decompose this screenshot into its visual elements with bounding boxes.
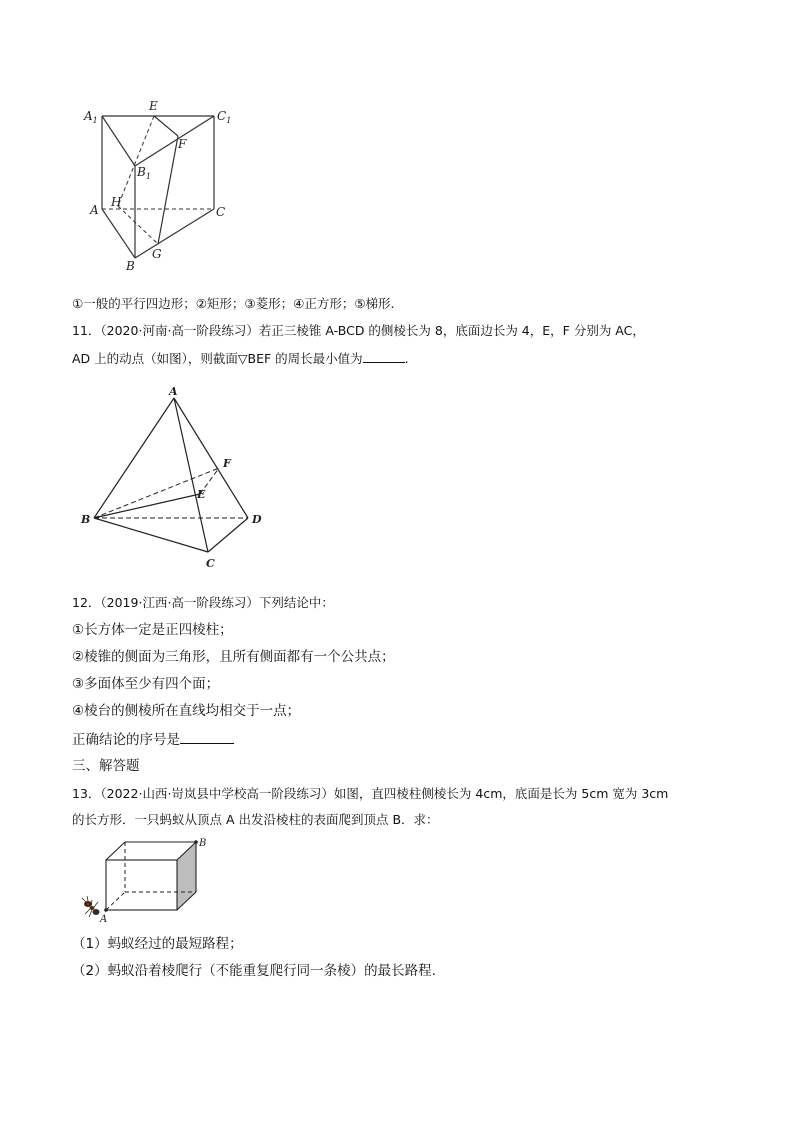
- q12-answer-blank[interactable]: [180, 731, 234, 744]
- label-A: A: [169, 385, 178, 398]
- q12-stem: 12．（2019·江西·高一阶段练习）下列结论中：: [72, 595, 334, 610]
- q11-line2: [72, 350, 409, 368]
- label-A1-sub: 1: [92, 116, 98, 125]
- label-C: C: [206, 557, 215, 570]
- q11-line1: 11．（2020·河南·高一阶段练习）若正三棱锥 A-BCD 的侧棱长为 8，底面边长为 4，E，F 分别为 AC，: [72, 323, 645, 338]
- section-heading: 三、解答题: [72, 758, 140, 774]
- label-B: B: [199, 838, 207, 849]
- q13-part-2: （2）蚂蚁沿着棱爬行（不能重复爬行同一条棱）的最长路程.: [72, 963, 436, 979]
- label-A: A: [100, 914, 108, 924]
- q12-item-1: ①长方体一定是正四棱柱；: [72, 622, 233, 638]
- label-D: D: [252, 513, 262, 526]
- label-B: B: [81, 513, 91, 526]
- q13-line1: 13．（2022·山西·岢岚县中学校高一阶段练习）如图，直四棱柱侧棱长为 4cm，底面是长为 5cm 宽为 3cm: [72, 786, 669, 801]
- q12-answer-prompt: 正确结论的序号是: [72, 732, 180, 748]
- label-A1: A: [84, 109, 93, 123]
- label-F: F: [223, 457, 231, 470]
- label-C1-sub: 1: [226, 116, 232, 125]
- q11-line2-text: AD 上的动点（如图），则截面▽BEF 的周长最小值为: [72, 351, 363, 366]
- svg-text:B1: [136, 165, 151, 181]
- box-figure: [76, 832, 216, 924]
- q13-line2: 的长方形．一只蚂蚁从顶点 A 出发沿棱柱的表面爬到顶点 B．求：: [72, 812, 439, 827]
- q11-line2-end: .: [404, 351, 409, 366]
- q12-item-4: ④棱台的侧棱所在直线均相交于一点；: [72, 703, 301, 719]
- q12-answer: [72, 730, 234, 750]
- label-E: E: [197, 488, 206, 501]
- label-C1: C: [217, 109, 227, 123]
- label-B1: B: [137, 165, 146, 179]
- svg-text:C1: [217, 109, 231, 125]
- label-B: B: [126, 259, 135, 273]
- prism-figure: [80, 96, 240, 276]
- ant-icon: [82, 896, 100, 917]
- label-H: H: [111, 195, 122, 209]
- q11-answer-blank[interactable]: [363, 350, 405, 363]
- label-F: F: [178, 137, 187, 151]
- q13-part-1: （1）蚂蚁经过的最短路程；: [72, 936, 243, 952]
- label-E: E: [149, 99, 158, 113]
- label-B1-sub: 1: [145, 172, 151, 181]
- q12-item-2: ②棱锥的侧面为三角形，且所有侧面都有一个公共点；: [72, 649, 395, 665]
- q10-options: ①一般的平行四边形；②矩形；③菱形；④正方形；⑤梯形.: [72, 296, 395, 311]
- svg-text:A1: [83, 109, 98, 125]
- label-C: C: [216, 205, 226, 219]
- label-G: G: [152, 247, 162, 261]
- pyramid-figure: [76, 384, 276, 574]
- q12-item-3: ③多面体至少有四个面；: [72, 676, 220, 692]
- label-A: A: [90, 203, 99, 217]
